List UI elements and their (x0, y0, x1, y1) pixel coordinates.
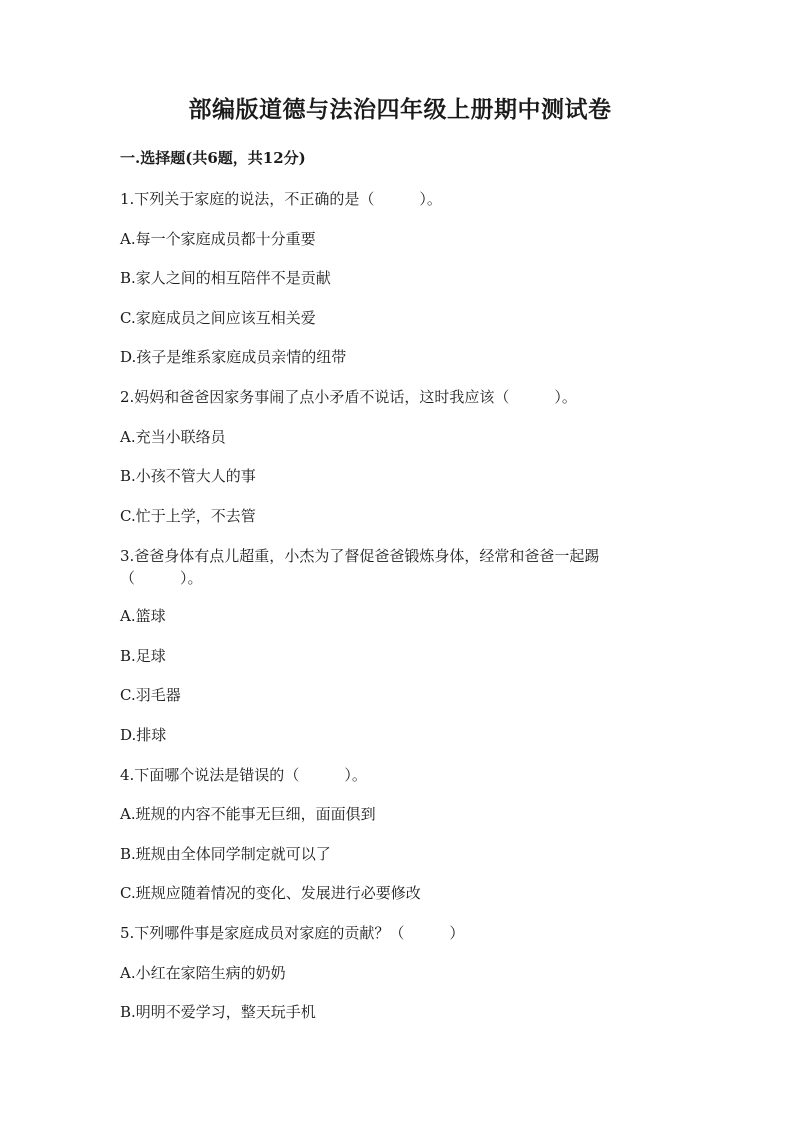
question-1-option-c: C.家庭成员之间应该互相关爱 (120, 309, 316, 327)
question-3-stem-line-1: 3.爸爸身体有点儿超重，小杰为了督促爸爸锻炼身体，经常和爸爸一起踢 (120, 547, 600, 565)
question-3-option-b: B.足球 (120, 647, 166, 665)
question-1-option-d: D.孩子是维系家庭成员亲情的纽带 (120, 348, 347, 366)
question-4-option-a: A.班规的内容不能事无巨细，面面俱到 (120, 805, 376, 823)
question-3-option-a: A.篮球 (120, 607, 166, 625)
question-4-option-c: C.班规应随着情况的变化、发展进行必要修改 (120, 884, 421, 902)
page-title: 部编版道德与法治四年级上册期中测试卷 (188, 96, 612, 123)
question-2-stem: 2.妈妈和爸爸因家务事闹了点小矛盾不说话，这时我应该（ ）。 (120, 388, 577, 406)
question-2-option-a: A.充当小联络员 (120, 428, 226, 446)
question-3-option-c: C.羽毛器 (120, 686, 181, 704)
question-1-stem: 1.下列关于家庭的说法，不正确的是（ ）。 (120, 190, 442, 208)
question-5-option-b: B.明明不爱学习，整天玩手机 (120, 1003, 316, 1021)
question-3-stem-line-2: （ ）。 (120, 569, 203, 587)
question-4-stem: 4.下面哪个说法是错误的（ ）。 (120, 766, 367, 784)
question-5-stem: 5.下列哪件事是家庭成员对家庭的贡献？（ ） (120, 924, 465, 942)
question-1-option-b: B.家人之间的相互陪伴不是贡献 (120, 269, 331, 287)
question-2-option-c: C.忙于上学，不去管 (120, 507, 256, 525)
question-2-option-b: B.小孩不管大人的事 (120, 467, 256, 485)
section-heading: 一.选择题(共6题，共12分) (120, 149, 306, 167)
question-1-option-a: A.每一个家庭成员都十分重要 (120, 230, 316, 248)
question-4-option-b: B.班规由全体同学制定就可以了 (120, 845, 331, 863)
question-5-option-a: A.小红在家陪生病的奶奶 (120, 964, 286, 982)
question-3-option-d: D.排球 (120, 726, 167, 744)
